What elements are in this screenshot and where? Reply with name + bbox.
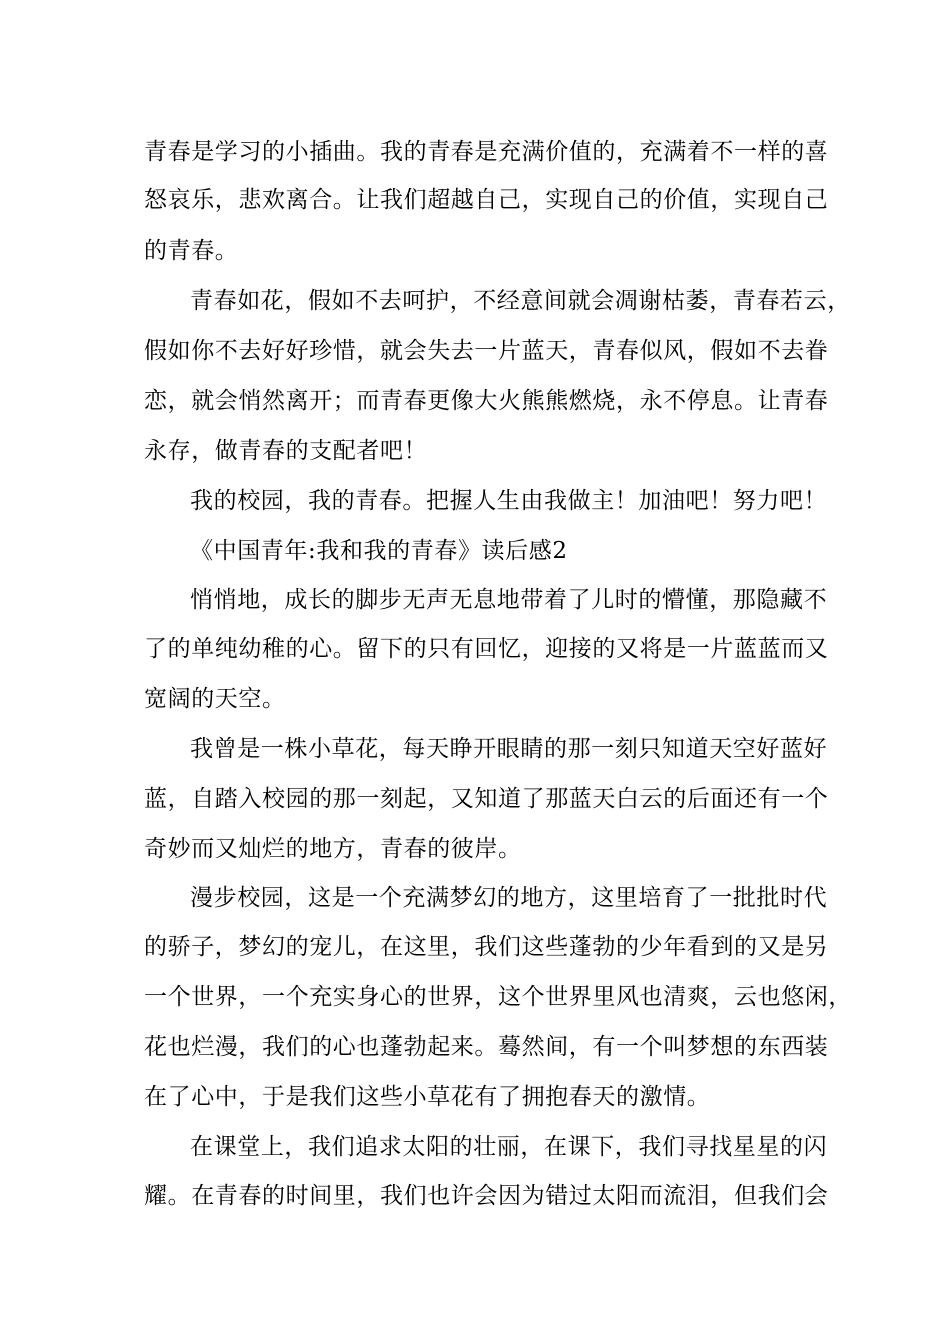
text-line: 在课堂上，我们追求太阳的壮丽，在课下，我们寻找星星的闪 (190, 1134, 828, 1160)
text-line: 怒哀乐，悲欢离合。让我们超越自己，实现自己的价值，实现自己 (144, 187, 829, 213)
text-line: 了的单纯幼稚的心。留下的只有回忆，迎接的又将是一片蓝蓝而又 (144, 636, 829, 662)
text-line: 青春如花，假如不去呵护，不经意间就会凋谢枯萎，青春若云， (190, 288, 851, 314)
text-line: 宽阔的天空。 (144, 686, 286, 712)
text-line: 我的校园，我的青春。把握人生由我做主！加油吧！努力吧！ (190, 488, 828, 514)
text-line: 漫步校园，这是一个充满梦幻的地方，这里培育了一批批时代 (190, 885, 828, 911)
text-line: 假如你不去好好珍惜，就会失去一片蓝天，青春似风，假如不去眷 (144, 338, 829, 364)
text-line: 永存，做青春的支配者吧！ (144, 438, 428, 464)
text-line: 我曾是一株小草花，每天睁开眼睛的那一刻只知道天空好蓝好 (190, 736, 828, 762)
text-line: 青春是学习的小插曲。我的青春是充满价值的，充满着不一样的喜 (144, 139, 829, 165)
text-line: 花也烂漫，我们的心也蓬勃起来。蓦然间，有一个叫梦想的东西装 (144, 1034, 829, 1060)
text-line: 蓝，自踏入校园的那一刻起，又知道了那蓝天白云的后面还有一个 (144, 786, 829, 812)
text-line: 恋，就会悄然离开；而青春更像大火熊熊燃烧，永不停息。让青春 (144, 388, 829, 414)
text-line: 耀。在青春的时间里，我们也许会因为错过太阳而流泪，但我们会 (144, 1183, 829, 1209)
text-line: 的骄子，梦幻的宠儿，在这里，我们这些蓬勃的少年看到的又是另 (144, 934, 829, 960)
text-line: 一个世界，一个充实身心的世界，这个世界里风也清爽，云也悠闲， (144, 984, 852, 1010)
text-line: 悄悄地，成长的脚步无声无息地带着了儿时的懵懂，那隐藏不 (190, 587, 828, 613)
text-line: 奇妙而又灿烂的地方，青春的彼岸。 (144, 836, 522, 862)
section-heading: 《中国青年:我和我的青春》读后感2 (190, 538, 568, 564)
text-line: 在了心中，于是我们这些小草花有了拥抱春天的激情。 (144, 1084, 711, 1110)
text-line: 的青春。 (144, 238, 239, 264)
